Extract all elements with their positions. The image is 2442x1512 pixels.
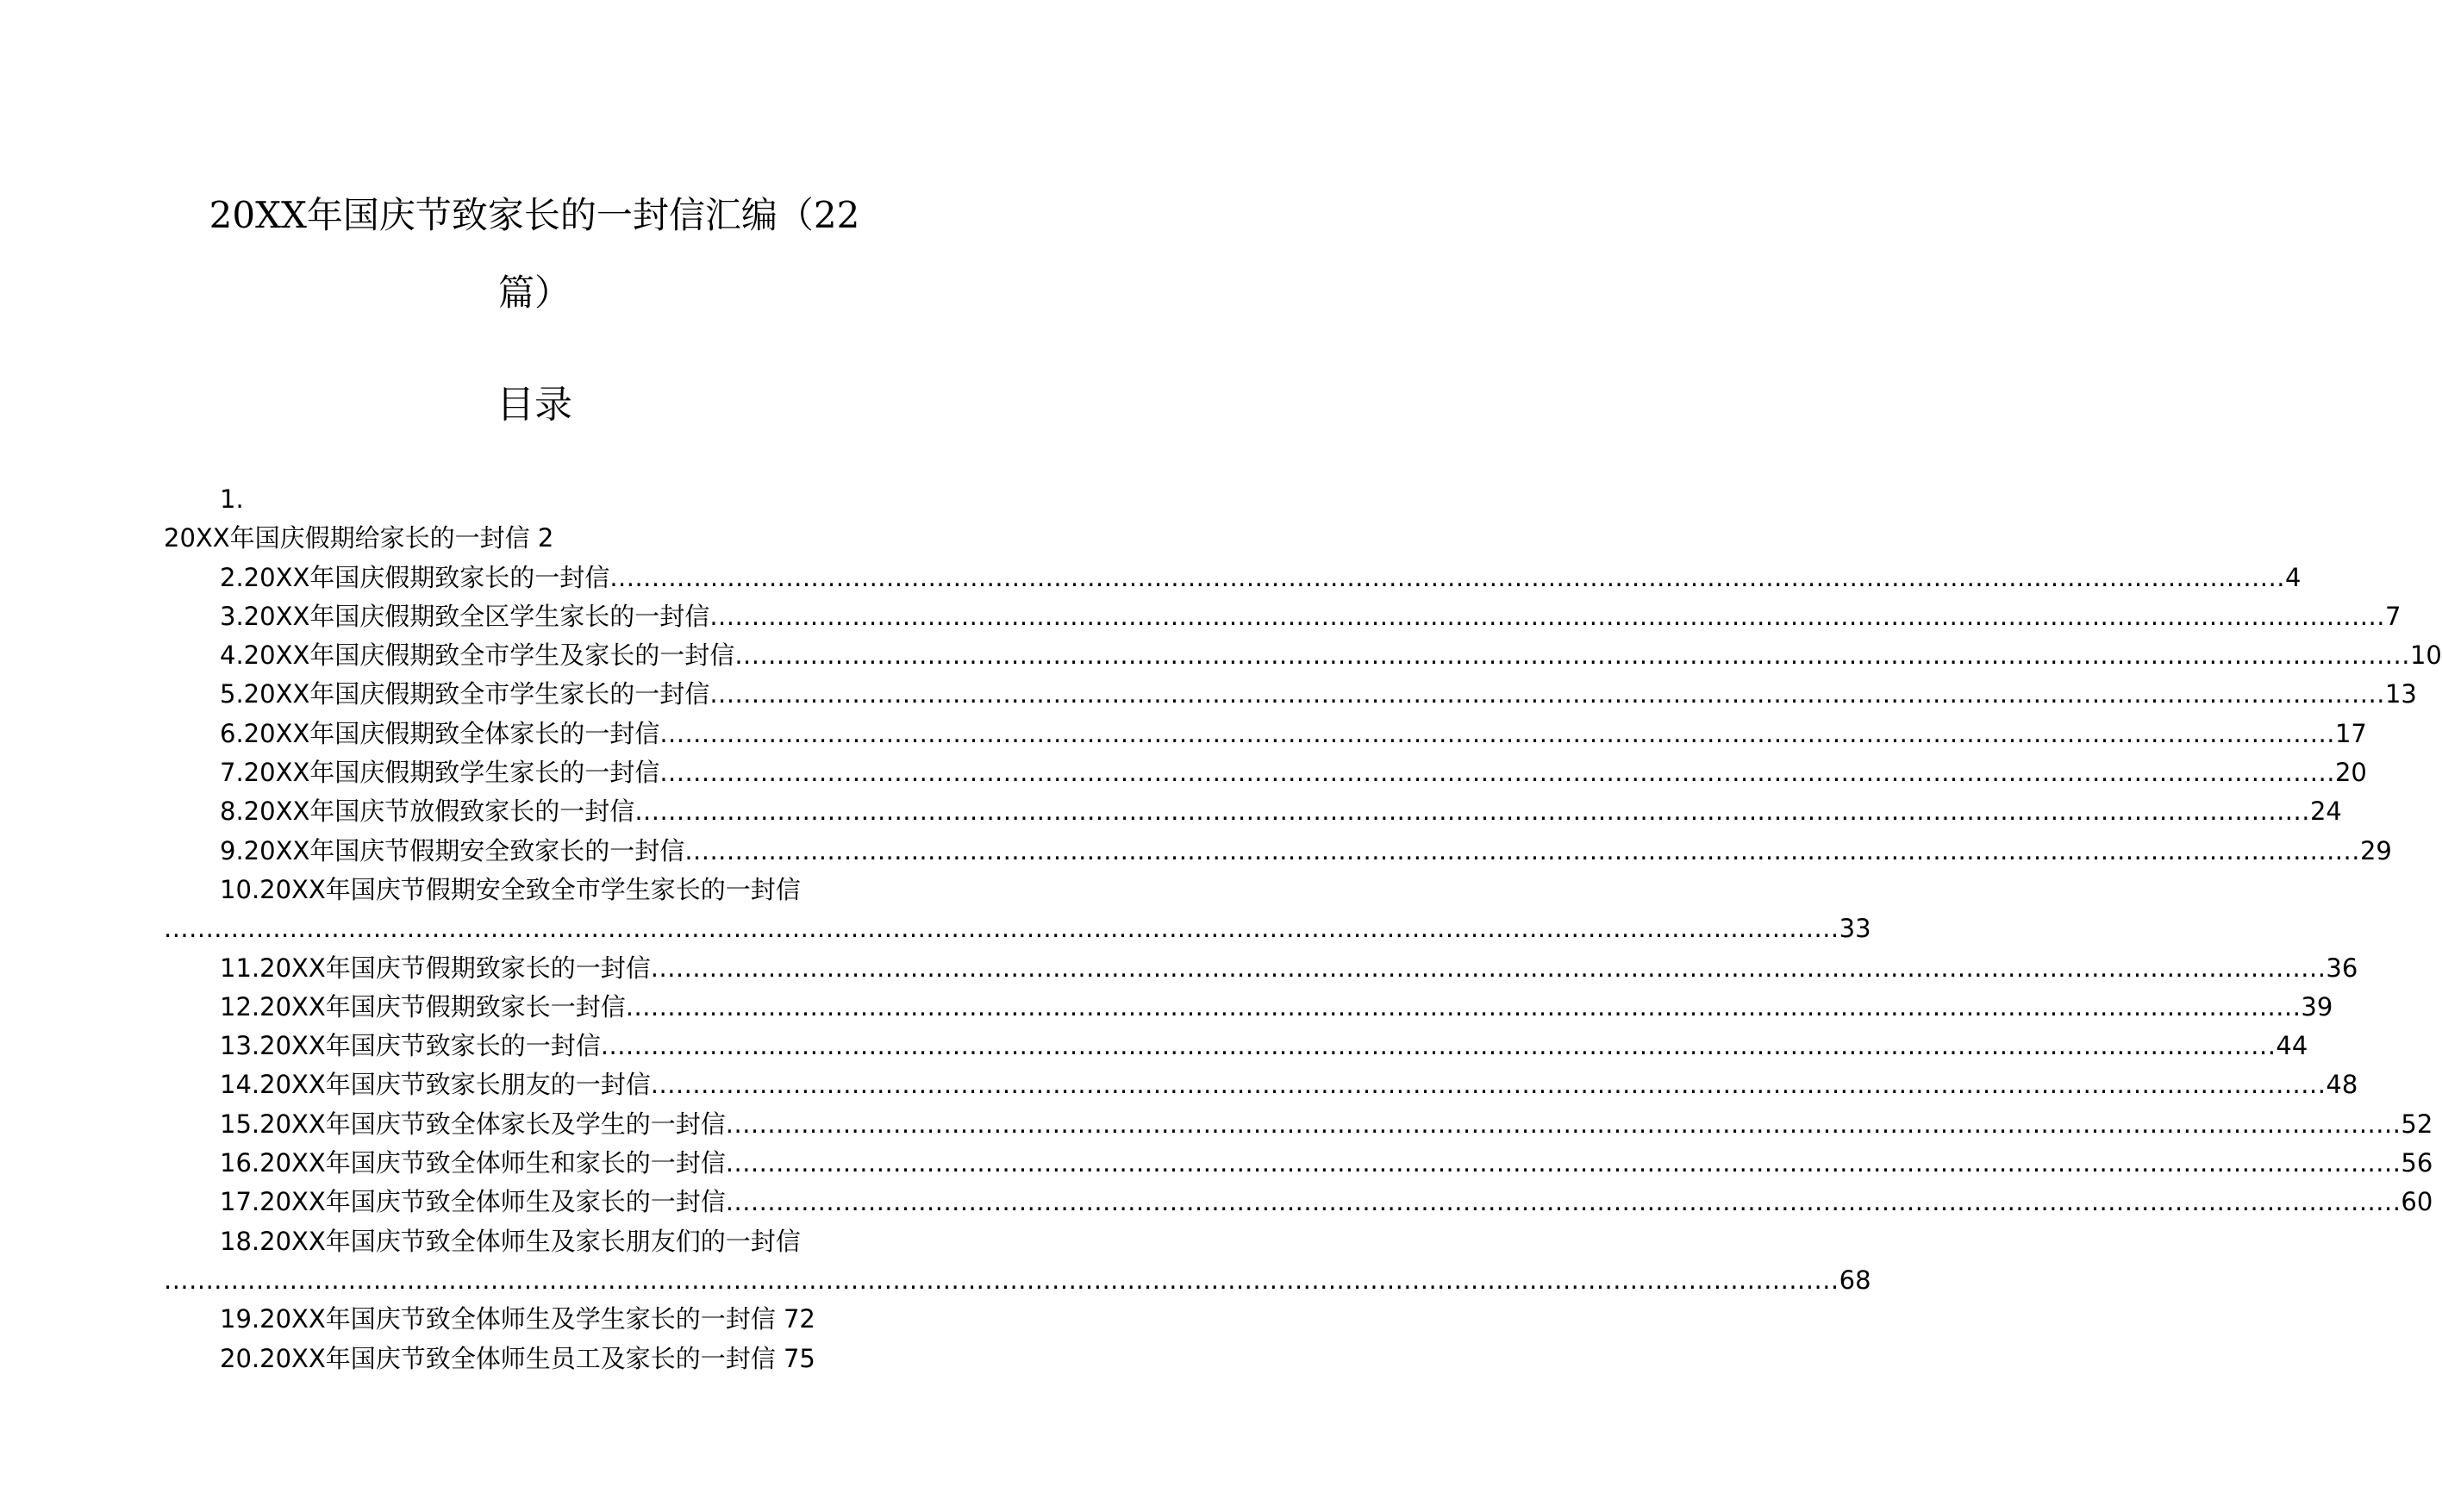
- toc-entry-page: 13: [2384, 679, 2417, 709]
- dot-leader: ........................................................................................................................................................................................................: [650, 953, 2326, 983]
- dot-leader: ........................................................................................................................................................................................................: [709, 601, 2385, 631]
- toc-entry-3[interactable]: [164, 597, 2401, 636]
- dot-leader: ........................................................................................................................................................................................................: [709, 679, 2385, 709]
- toc-entry-number: 1.: [220, 484, 244, 514]
- toc-entry-10[interactable]: [164, 871, 905, 909]
- toc-entry-number: 20.: [220, 1343, 260, 1373]
- toc-entry-number: 19.: [220, 1304, 260, 1334]
- toc-heading: 目录: [497, 383, 572, 427]
- toc-entry-page: 24: [2309, 797, 2342, 827]
- toc-entry-title: 20XX年国庆节假期安全致全市学生家长的一封信: [259, 874, 801, 904]
- table-of-contents: [164, 480, 2442, 1378]
- toc-entry-number: 10.: [220, 874, 260, 904]
- toc-entry-11[interactable]: [164, 949, 2358, 988]
- toc-entry-title: 20XX年国庆节假期安全致家长的一封信: [243, 835, 685, 865]
- toc-entry-title: 20XX年国庆节致全体师生及家长朋友们的一封信: [259, 1226, 801, 1256]
- toc-entry-title: 20XX年国庆节放假致家长的一封信: [243, 797, 635, 827]
- toc-entry-page: 20: [2334, 758, 2367, 788]
- toc-entry-6[interactable]: [164, 715, 2367, 753]
- toc-entry-title: 20XX年国庆假期致全市学生及家长的一封信: [243, 640, 735, 671]
- toc-entry-page: 44: [2276, 1031, 2308, 1061]
- toc-entry-8[interactable]: [164, 792, 2342, 831]
- toc-entry-number: 2.: [220, 562, 244, 592]
- toc-entry-page: 2: [537, 523, 554, 553]
- toc-entry-16[interactable]: [164, 1144, 2433, 1183]
- toc-entry-title: 20XX年国庆假期致学生家长的一封信: [243, 758, 660, 788]
- dot-leader: ........................................................................................................................................................................................................: [659, 758, 2335, 788]
- dot-leader: ........................................................................................................................................................................................................: [734, 640, 2410, 671]
- toc-entry-15[interactable]: [164, 1105, 2433, 1144]
- dot-leader: ........................................................................................................................................................................................................: [650, 1070, 2326, 1100]
- toc-entry-page: 17: [2334, 718, 2367, 748]
- toc-entry-title: 20XX年国庆节致全体师生及家长的一封信: [259, 1187, 726, 1217]
- toc-entry-title: 20XX年国庆节致全体师生员工及家长的一封信: [259, 1343, 776, 1373]
- toc-entry-page: 48: [2326, 1070, 2358, 1100]
- toc-entry-page: 33: [1839, 914, 1871, 944]
- toc-entry-4[interactable]: [164, 636, 2442, 675]
- toc-entry-number: 4.: [220, 640, 244, 671]
- toc-entry-number: 6.: [220, 718, 244, 748]
- toc-entry-title: 20XX年国庆假期给家长的一封信: [164, 523, 530, 553]
- toc-entry-number: 7.: [220, 758, 244, 788]
- toc-entry-title: 20XX年国庆节致家长朋友的一封信: [259, 1070, 651, 1100]
- toc-entry-5[interactable]: [164, 675, 2417, 714]
- toc-entry-number: 14.: [220, 1070, 260, 1100]
- toc-entry-title: 20XX年国庆节假期致家长一封信: [259, 991, 626, 1022]
- toc-entry-title: 20XX年国庆假期致全区学生家长的一封信: [243, 601, 710, 631]
- toc-entry-10-continuation[interactable]: [164, 909, 1871, 948]
- toc-entry-20[interactable]: [164, 1340, 905, 1378]
- toc-entry-18[interactable]: [164, 1222, 905, 1261]
- dot-leader: ........................................................................................................................................................................................................: [684, 835, 2360, 865]
- toc-entry-number: 17.: [220, 1187, 260, 1217]
- dot-leader: ........................................................................................................................................................................................................: [609, 562, 2285, 592]
- toc-entry-number: 12.: [220, 991, 260, 1022]
- toc-entry-9[interactable]: [164, 832, 2392, 871]
- toc-entry-13[interactable]: [164, 1027, 2308, 1065]
- dot-leader: ........................................................................................................................................................................................................: [634, 797, 2310, 827]
- toc-entry-18-continuation[interactable]: [164, 1261, 1871, 1300]
- toc-entry-page: 29: [2359, 835, 2392, 865]
- dot-leader: ........................................................................................................................................................................................................: [164, 914, 1839, 944]
- toc-entry-number: 18.: [220, 1226, 260, 1256]
- dot-leader: ........................................................................................................................................................................................................: [600, 1031, 2276, 1061]
- toc-entry-page: 4: [2284, 562, 2301, 592]
- toc-entry-number: 5.: [220, 679, 244, 709]
- dot-leader: ........................................................................................................................................................................................................: [625, 991, 2301, 1022]
- toc-entry-number: 8.: [220, 797, 244, 827]
- toc-entry-title: 20XX年国庆节致全体师生及学生家长的一封信: [259, 1304, 776, 1334]
- toc-entry-14[interactable]: [164, 1065, 2358, 1104]
- dot-leader: ........................................................................................................................................................................................................: [725, 1148, 2401, 1178]
- toc-entry-page: 60: [2401, 1187, 2433, 1217]
- toc-entry-7[interactable]: [164, 753, 2367, 792]
- document-title-line-2: 篇）: [497, 272, 571, 314]
- toc-entry-page: 68: [1839, 1265, 1871, 1295]
- toc-entry-title: 20XX年国庆节致全体师生和家长的一封信: [259, 1148, 726, 1178]
- dot-leader: ........................................................................................................................................................................................................: [164, 1265, 1839, 1295]
- toc-entry-title: 20XX年国庆节致全体家长及学生的一封信: [259, 1109, 726, 1139]
- toc-entry-page: 56: [2401, 1148, 2433, 1178]
- toc-entry-title: 20XX年国庆假期致全市学生家长的一封信: [243, 679, 710, 709]
- toc-entry-number: 15.: [220, 1109, 260, 1139]
- document-title-line-1: 20XX年国庆节致家长的一封信汇编（22: [209, 194, 860, 236]
- toc-entry-19[interactable]: [164, 1300, 905, 1339]
- toc-entry-2[interactable]: [164, 559, 2301, 597]
- dot-leader: ........................................................................................................................................................................................................: [659, 718, 2335, 748]
- toc-entry-title: 20XX年国庆假期致全体家长的一封信: [243, 718, 660, 748]
- toc-entry-title: 20XX年国庆节假期致家长的一封信: [259, 953, 651, 983]
- toc-entry-page: 75: [783, 1343, 815, 1373]
- toc-entry-1-number[interactable]: [164, 480, 905, 519]
- toc-entry-page: 39: [2301, 991, 2333, 1022]
- toc-entry-number: 16.: [220, 1148, 260, 1178]
- toc-entry-number: 3.: [220, 601, 244, 631]
- toc-entry-1-body[interactable]: [164, 519, 905, 558]
- toc-entry-page: 10: [2409, 640, 2442, 671]
- toc-entry-page: 36: [2326, 953, 2358, 983]
- toc-entry-title: 20XX年国庆节致家长的一封信: [259, 1031, 601, 1061]
- toc-entry-page: 7: [2384, 601, 2401, 631]
- dot-leader: ........................................................................................................................................................................................................: [725, 1187, 2401, 1217]
- toc-entry-page: 52: [2401, 1109, 2433, 1139]
- toc-entry-title: 20XX年国庆假期致家长的一封信: [243, 562, 610, 592]
- toc-entry-12[interactable]: [164, 988, 2333, 1027]
- toc-entry-number: 9.: [220, 835, 244, 865]
- toc-entry-number: 11.: [220, 953, 260, 983]
- document-title: [168, 177, 901, 332]
- toc-entry-number: 13.: [220, 1031, 260, 1061]
- toc-entry-page: 72: [783, 1304, 815, 1334]
- toc-entry-17[interactable]: [164, 1183, 2433, 1221]
- dot-leader: ........................................................................................................................................................................................................: [725, 1109, 2401, 1139]
